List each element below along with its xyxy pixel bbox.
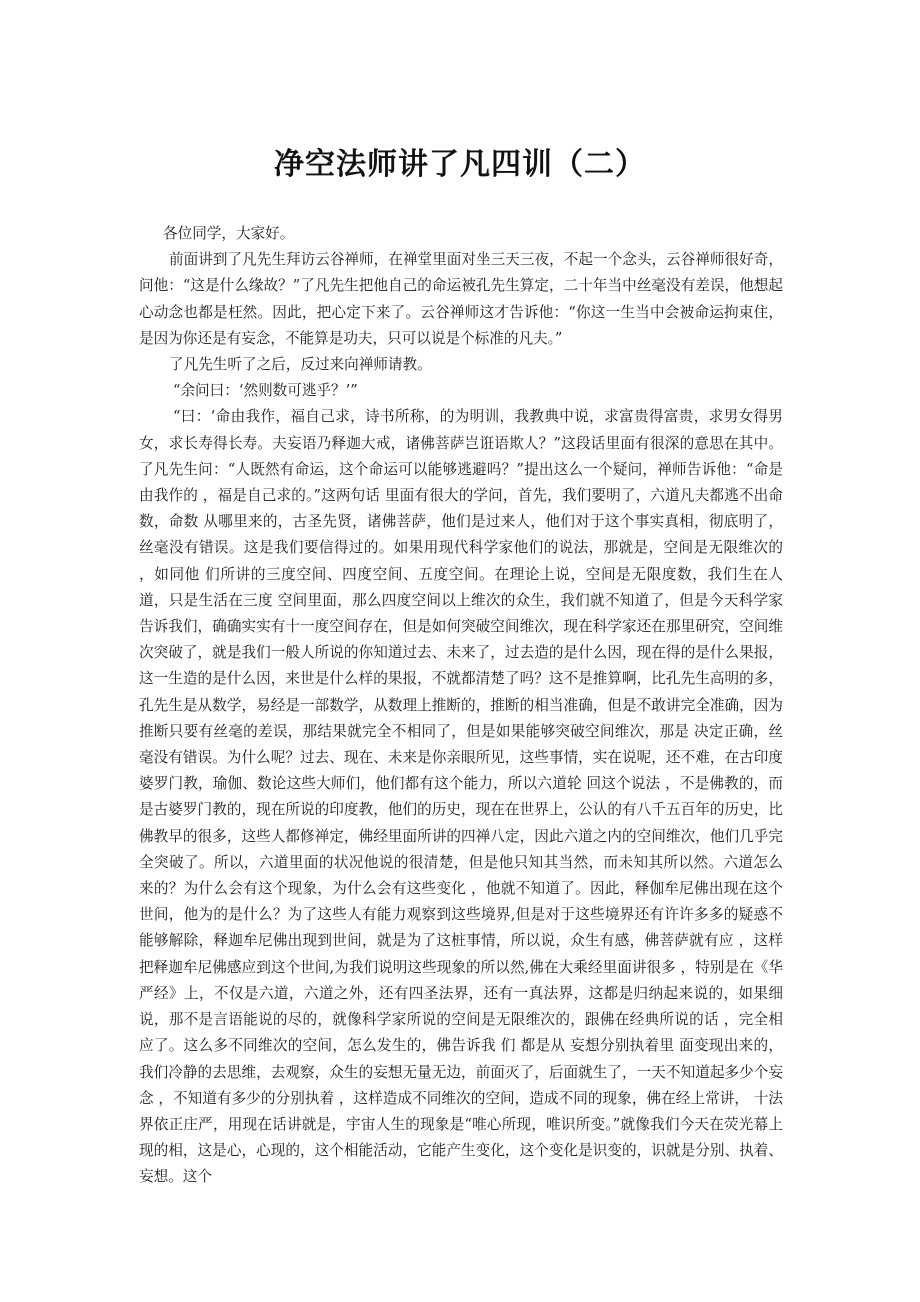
paragraph-ask: 了凡先生听了之后，反过来向禅师请教。: [169, 356, 432, 374]
paragraph-main: “曰：‘命由我作，福自己求，诗书所称，的为明训，我教典中说，求富贵得富贵，求男女得男女，求长寿得长寿。夫妄语乃释迦大戒，诸佛菩萨岂诳语欺人？”这段话里面有很深的意思在其中。了凡先生问：“人既然有命运，这个命运可以能够逃避吗？”提出这么一个疑问，禅师告诉他：“命是由我作的 ，福是自己求的。”这两句话 里面有很大的学问，首先，我们要明了，六道凡夫都逃不出命数，命数 从哪里来的，古圣先贤，诸佛菩萨，他们是过来人，他们对于这个事实真相，彻底明了，丝毫没有错误。这是我们要信得过的。如果用现代科学家他们的说法，那就是，空间是无限维次的 ，如同他 们所讲的三度空间、四度空间、五度空间。在理论上说，空间是无限度数，我们生在人道，只是生活在三度 空间里面，那么四度空间以上维次的众生，我们就不知道了，但是今天科学家告诉我们，确确实实有十一度空间存在，但是如何突破空间维次，现在科学家还在那里研究，空间维次突破了，就是我们一般人所说的你知道过去、未来了，过去造的是什么因，现在得的是什么果报，这一生造的是什么因，来世是什么样的果报，不就都清楚了吗？这不是推算啊，比孔先生高明的多，孔先生是从数学，易经是一部数学，从数理上推断的，推断的相当准确，但是不敢讲完全准确，因为推断只要有丝毫的差误，那结果就完全不相同了，但是如果能够突破空间维次，那是 决定正确，丝毫没有错误。为什么呢？过去、现在、未来是你亲眼所见，这些事情，实在说呢，还不难，在古印度婆罗门教，瑜伽、数论这些大师们，他们都有这个能力，所以六道轮 回这个说法 ，不是佛教的，而是古婆罗门教的，现在所说的印度教，他们的历史，现在在世界上，公认的有八千五百年的历史，比佛教早的很多，这些人都修禅定，佛经里面所讲的四禅八定，因此六道之内的空间维次，他们几乎完全突破了。所以，六道里面的状况他说的很清楚，但是他只知其当然，而未知其所以然。六道怎么 来的？为什么会有这个现象，为什么会有这些变化 ，他就不知道了。因此，释伽牟尼佛出现在这个世间，他为的是什么？为了这些人有能力观察到这些境界,但是对于这些境界还有许许多多的疑惑不能够解除，释迦牟尼佛出现到世间，就是为了这桩事情，所以说，众生有感，佛菩萨就有应 ，这样把释迦牟尼佛感应到这个世间,为我们说明这些现象的所以然,佛在大乘经里面讲很多 ，特别是在《华严经》上，不仅是六道，六道之外，还有四圣法界，还有一真法界，这都是归纳起来说的，如果细说，那不是言语能说的尽的，就像科学家所说的空间是无限维次的，跟佛在经典所说的话 ，完全相应了。这么多不同维次的空间，怎么发生的，佛告诉我 们 都是从 妄想分别执着里 面变现出来的，我们冷静的去思维，去观察，众生的妄想无量无边，前面灭了，后面就生了，一天不知道起多少个妄念 ，不知道有多少的分别执着 ，这样造成不同维次的空间，造成不同的现象，佛在经上常讲， 十法界依正庄严，用现在话讲就是，宇宙人生的现象是“唯心所现，唯识所变。”就像我们今天在荧光幕上现的相，这是心，心现的，这个相能活动，它能产生变化，这个变化是识变的，识就是分别、执着、妄想。这个: [139, 408, 783, 1186]
document-body: [139, 221, 783, 1191]
paragraph-intro: 前面讲到了凡先生拜访云谷禅师，在禅堂里面对坐三天三夜，不起一个念头，云谷禅师很好奇，问他：“这是什么缘故？”了凡先生把他自己的命运被孔先生算定，二十年当中丝毫没有差误，他想起心动念也都是枉然。因此，把心定下来了。云谷禅师这才告诉他：“你这一生当中会被命运拘束住，是因为你还是有妄念，不能算是功夫，只可以说是个标准的凡夫。”: [139, 251, 783, 347]
document-title: 净空法师讲了凡四训（二）: [274, 147, 646, 182]
paragraph-quote-question: “余问曰：‘然则数可逃乎？’”: [173, 382, 358, 400]
paragraph-greeting: 各位同学，大家好。: [163, 225, 295, 242]
